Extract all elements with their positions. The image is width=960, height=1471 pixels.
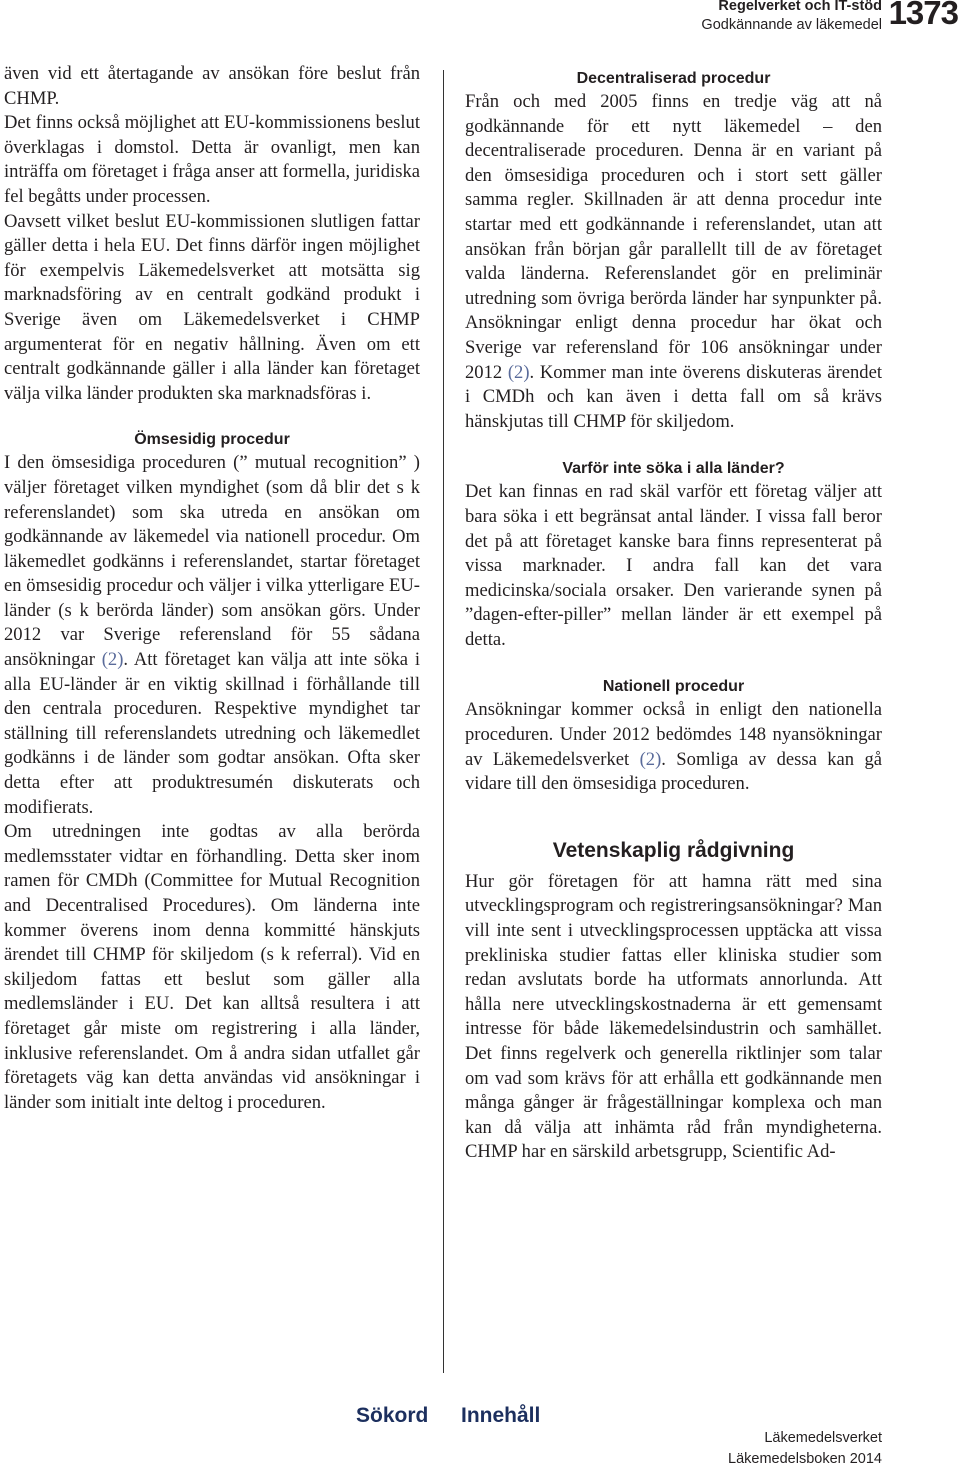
heading-vetenskaplig-radgivning: Vetenskaplig rådgivning <box>552 838 795 862</box>
paragraph-mutual-recognition: I den ömsesidiga proceduren (” mutual recognition” ) väljer företaget vilken myndighet (som då blir det s k referenslandet) som ska utreda en ansökan om godkännande av läkemedel via nationell procedur. Om läkemedlet godkänns i referenslandet, startar företaget en ömsesidig procedur och väljer i vilka ytterligare EU-länder (s k berörda länder) som ansökan görs. Under 2012 var Sverige referensland för 55 sådana ansökningar (2). Att företaget kan välja att inte söka i alla EU-länder är en viktig skillnad i förhållande till den centrala proceduren. Respektive myndighet tar ställning till referenslandets utredning och läkemedlet godkänns i de länder som godtar ansökan. Ofta sker detta efter att produktresumén diskuterats och modifierats. <box>4 452 420 818</box>
nav-link-innehall[interactable]: Innehåll <box>461 1404 541 1427</box>
paragraph-nationell: Ansökningar kommer också in enligt den nationella proceduren. Under 2012 bedömdes 148 nyansökningar av Läkemedelsverket (2). Somliga av dessa kan gå vidare till den ömsesidiga proceduren. <box>465 699 883 795</box>
heading-omsesidig-procedur: Ömsesidig procedur <box>134 431 290 449</box>
running-header-section: Regelverket och IT-stöd <box>718 0 882 14</box>
paragraph-varfor: Det kan finnas en rad skäl varför ett företag väljer att bara söka i ett begränsat antal länder. I vissa fall beror det på att företaget kanske bara finns representerat på vissa marknader. I andra fall kan det vara medicinska/sociala orsaker. Den varierande synen på ”dagen-efter-piller” mellan länder är ett exempel på detta. <box>465 481 882 650</box>
paragraph-continued: även vid ett återtagande av ansökan före beslut från CHMP. <box>4 63 420 109</box>
footer-publisher: Läkemedelsverket <box>764 1430 882 1446</box>
heading-decentraliserad-procedur: Decentraliserad procedur <box>576 70 771 87</box>
column-divider <box>443 70 444 1373</box>
running-header-subsection: Godkännande av läkemedel <box>701 17 882 33</box>
paragraph-vetenskaplig: Hur gör företagen för att hamna rätt med sina utvecklingsprogram och registreringsansökningar? Man vill inte sent i utvecklingsprocessen upptäcka att vissa prekliniska studier fattas eller kliniska studier som redan avslutats borde ha utformats annorlunda. Att hålla nere utvecklingskostnaderna är ett gemensamt intresse för både läkemedelsindustrin och samhället. Det finns regelverk och generella riktlinjer som talar om vad som krävs för att erhålla ett godkännande men många gånger är frågeställningar komplexa och man kan då välja att inhämta råd från myndigheterna. CHMP har en särskild arbetsgrupp, Scientific Ad- <box>465 870 882 1163</box>
nav-link-sokord[interactable]: Sökord <box>356 1404 429 1427</box>
reference-link[interactable]: (2) <box>639 748 662 770</box>
paragraph-cmdh: Om utredningen inte godtas av alla berörda medlemsstater vidtar en förhandling. Detta sker inom ramen för CMDh (Committee for Mutual Recognition and Decentralised Procedures). Om länderna inte kommer överens inom denna kommitté hänskjuts ärendet till CHMP för skiljedom (s k referral). Vid en skiljedom fattas ett beslut som gäller alla medlemsländer i EU. Det kan alltså resultera i att företaget går miste om registrering i alla länder, inklusive referenslandet. Om å andra sidan utfallet går företagets väg kan detta användas vid ansökningar i länder som initialt inte deltog i proceduren. <box>4 821 420 1113</box>
page-number: 1373 <box>888 0 958 31</box>
reference-link[interactable]: (2) <box>507 361 530 383</box>
left-column <box>4 62 420 1115</box>
paragraph-appeal: Det finns också möjlighet att EU-kommissionens beslut överklagas i domstol. Detta är ovanligt, men kan inträffa om företaget i fråga anser att formella, juridiska fel begåtts under processen. <box>4 112 420 207</box>
paragraph-decentralised: Från och med 2005 finns en tredje väg att nå godkännande för ett nytt läkemedel – den decentraliserade proceduren. Denna är en variant på den ömsesidiga proceduren och i stort sett gäller samma regler. Skillnaden är att denna procedur inte startar med ett godkännande i referenslandet, utan att ansökan från början går parallellt till de av företaget valda länderna. Referenslandet gör en preliminär utredning som övriga berörda länder har synpunkter på. Ansökningar enligt denna procedur har ökat och Sverige var referensland för 106 ansökningar under 2012 (2). Kommer man inte överens diskuteras ärendet i CMDh och kan även i detta fall om så krävs hänskjutas till CHMP för skiljedom. <box>465 91 882 432</box>
right-column <box>465 62 882 1165</box>
reference-link[interactable]: (2) <box>101 649 124 671</box>
paragraph-eu-decision: Oavsett vilket beslut EU-kommissionen slutligen fattar gäller detta i hela EU. Det finns därför ingen möjlighet för exempelvis Läkemedelsverket att motsätta sig marknadsföring av en centralt godkänd produkt i Sverige även om Läkemedelsverket i CHMP argumenterat för en negativ hållning. Även om ett centralt godkännande gäller i alla länder kan företaget välja vilka länder produkten ska marknadsföras i. <box>4 210 420 404</box>
heading-varfor-inte-soka: Varför inte söka i alla länder? <box>562 460 785 478</box>
heading-nationell-procedur: Nationell procedur <box>602 678 745 696</box>
footer-book-title: Läkemedelsboken 2014 <box>728 1451 882 1467</box>
